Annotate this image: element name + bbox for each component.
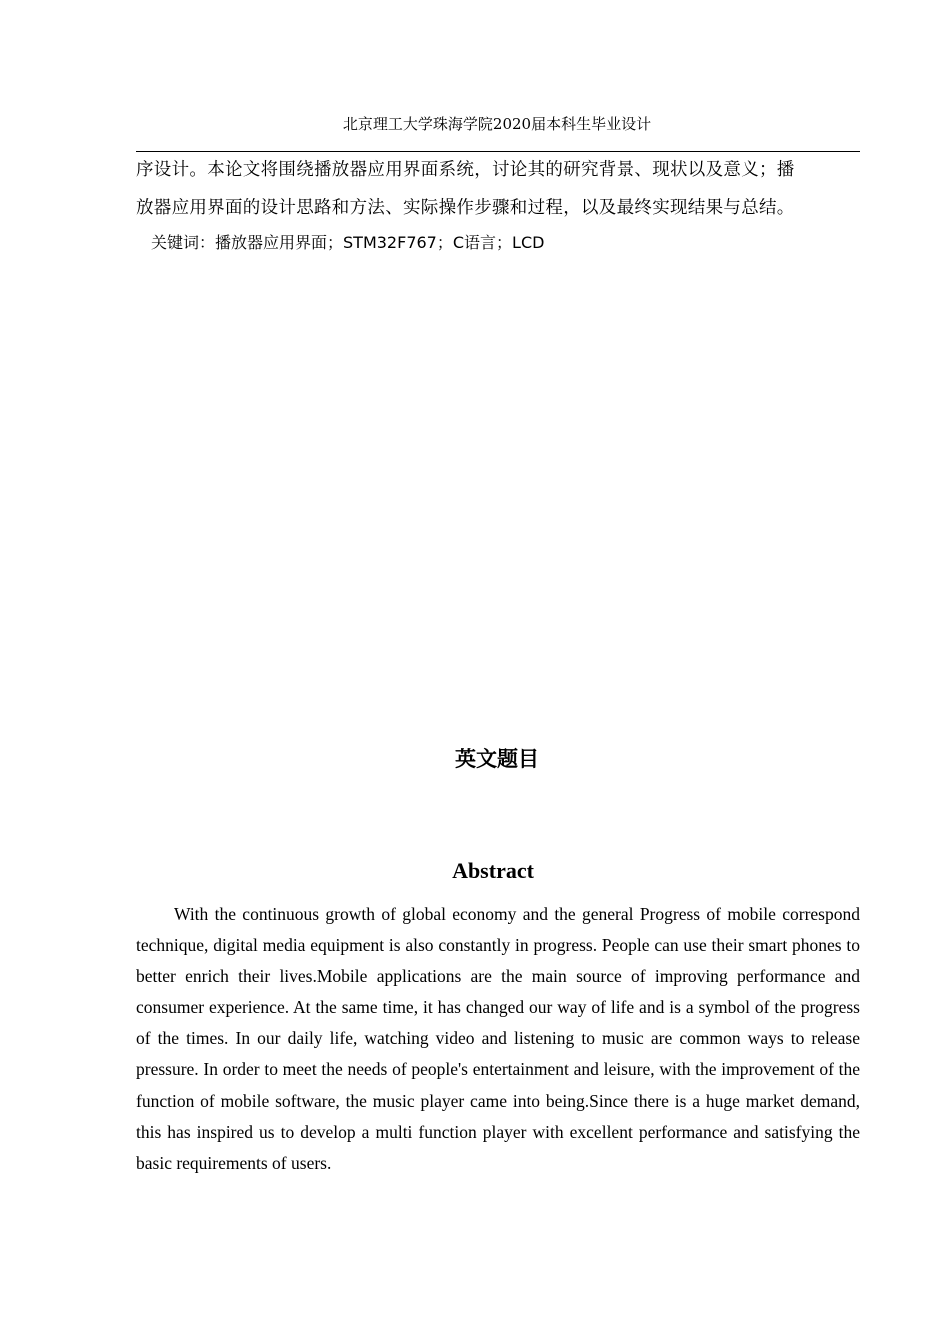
chinese-abstract-line-1: 序设计。本论文将围绕播放器应用界面系统，讨论其的研究背景、现状以及意义；播 <box>136 160 795 180</box>
abstract-body: With the continuous growth of global economy and the general Progress of mobile correspond technique, digital media equipment is also constantly in progress. People can use their smart phones to better enrich their lives.Mobile applications are the main source of improving performance and consumer experience. At the same time, it has changed our way of life and is a symbol of the progress of the times. In our daily life, watching video and listening to music are common ways to release pressure. In order to meet the needs of people's entertainment and leisure, with the improvement of the function of mobile software, the music player came into being.Since there is a huge market demand, this has inspired us to develop a multi function player with excellent performance and satisfying the basic requirements of users. <box>136 904 860 1173</box>
abstract-heading: Abstract <box>452 858 534 883</box>
keywords-list: 播放器应用界面；STM32F767；C语言；LCD <box>215 233 545 252</box>
header-divider <box>136 151 860 152</box>
chinese-abstract-line-2: 放器应用界面的设计思路和方法、实际操作步骤和过程，以及最终实现结果与总结。 <box>136 198 795 218</box>
keywords-line <box>151 232 544 254</box>
keywords-label: 关键词： <box>151 233 216 252</box>
english-title: 英文题目 <box>455 747 539 771</box>
running-header: 北京理工大学珠海学院2020届本科生毕业设计 <box>342 115 652 133</box>
